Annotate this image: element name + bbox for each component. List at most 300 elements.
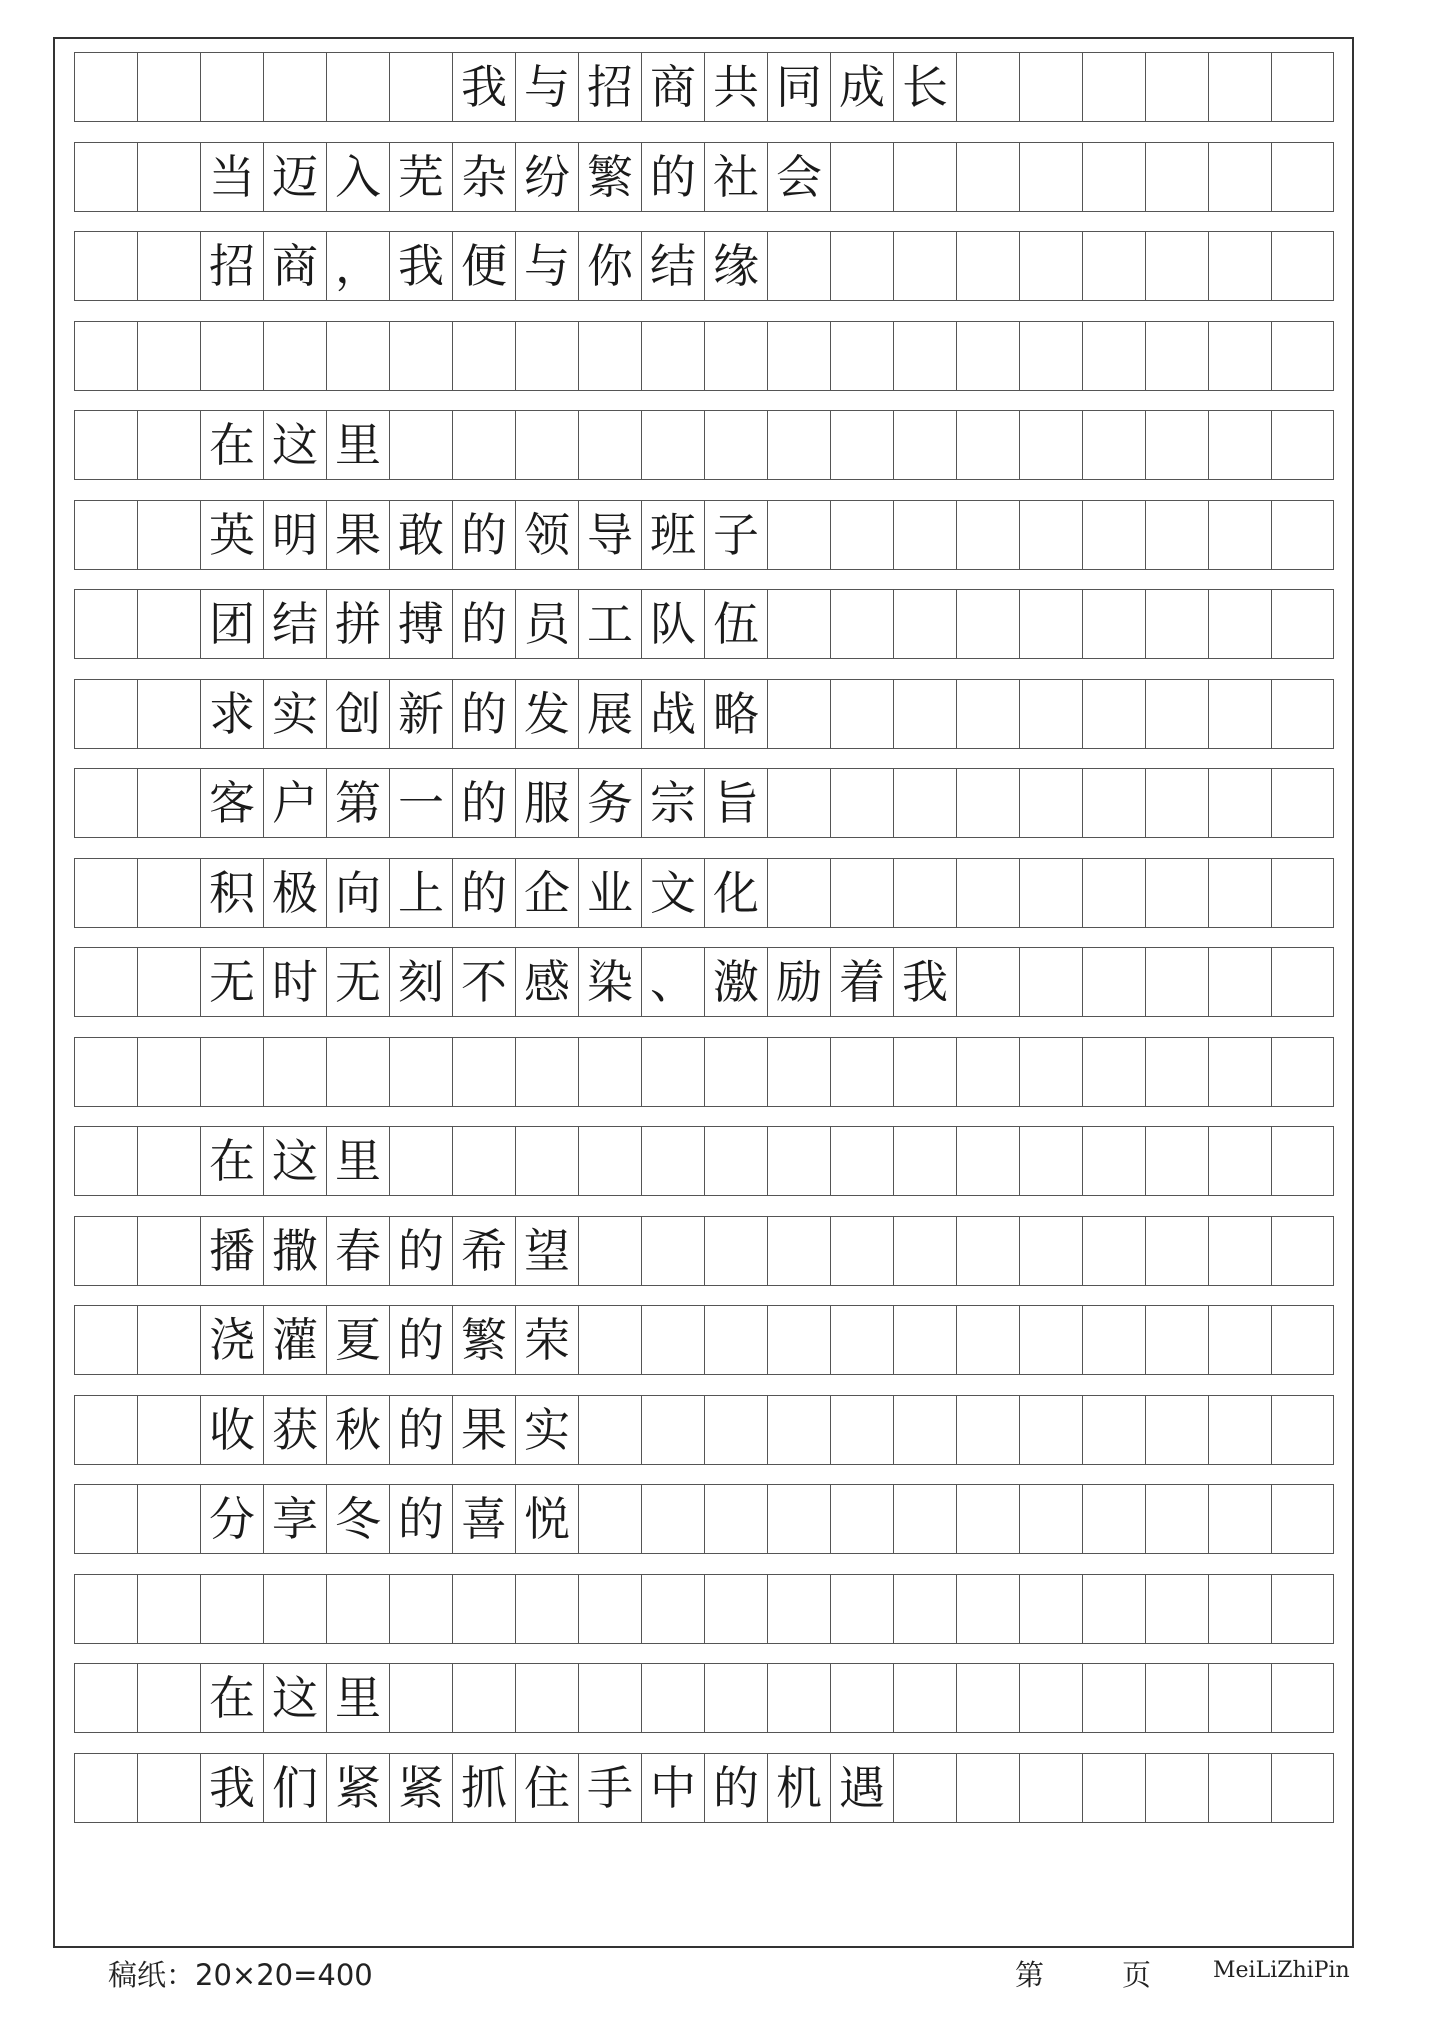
grid-cell: 拼 (326, 590, 389, 658)
grid-cell (893, 1217, 956, 1285)
grid-cell (1019, 411, 1082, 479)
grid-cell: 不 (452, 948, 515, 1016)
grid-cell: 会 (767, 143, 830, 211)
grid-cell (137, 590, 200, 658)
grid-cell (1208, 53, 1271, 121)
grid-cell: 分 (200, 1485, 263, 1553)
grid-cell (326, 322, 389, 390)
grid-cell (1082, 1664, 1145, 1732)
grid-cell (1082, 948, 1145, 1016)
grid-cell (830, 232, 893, 300)
grid-cell (1082, 232, 1145, 300)
grid-cell (641, 1396, 704, 1464)
grid-cell: 我 (200, 1754, 263, 1822)
grid-row (74, 1574, 1334, 1644)
grid-cell (893, 1038, 956, 1106)
grid-cell (1019, 501, 1082, 569)
grid-cell (578, 1664, 641, 1732)
grid-cell: 撒 (263, 1217, 326, 1285)
grid-cell (1019, 1217, 1082, 1285)
grid-cell (767, 501, 830, 569)
grid-cell (704, 1038, 767, 1106)
grid-cell (1208, 859, 1271, 927)
grid-cell (704, 1217, 767, 1285)
grid-cell (641, 1664, 704, 1732)
grid-cell (830, 143, 893, 211)
grid-cell (1208, 948, 1271, 1016)
grid-cell (137, 1217, 200, 1285)
grid-cell (263, 1575, 326, 1643)
grid-cell (1145, 1485, 1208, 1553)
grid-cell: 子 (704, 501, 767, 569)
grid-cell (1145, 501, 1208, 569)
grid-row (74, 1305, 1334, 1375)
grid-cell: 长 (893, 53, 956, 121)
grid-cell: 我 (452, 53, 515, 121)
grid-cell: 享 (263, 1485, 326, 1553)
grid-cell (1082, 1127, 1145, 1195)
grid-row (74, 231, 1334, 301)
grid-cell: 极 (263, 859, 326, 927)
grid-cell (1019, 1575, 1082, 1643)
grid-cell (767, 322, 830, 390)
grid-cell (137, 1575, 200, 1643)
grid-cell (1019, 590, 1082, 658)
grid-cell (767, 1396, 830, 1464)
grid-cell: 我 (893, 948, 956, 1016)
grid-cell (515, 1127, 578, 1195)
grid-cell: 文 (641, 859, 704, 927)
grid-cell: 们 (263, 1754, 326, 1822)
grid-cell: 的 (704, 1754, 767, 1822)
grid-cell (578, 1575, 641, 1643)
grid-cell: 播 (200, 1217, 263, 1285)
grid-cell (893, 859, 956, 927)
grid-cell (74, 501, 137, 569)
grid-cell (200, 1038, 263, 1106)
grid-cell (137, 680, 200, 748)
grid-row (74, 679, 1334, 749)
grid-cell (956, 859, 1019, 927)
grid-cell: 秋 (326, 1396, 389, 1464)
grid-cell (1208, 232, 1271, 300)
grid-cell: 刻 (389, 948, 452, 1016)
grid-cell (641, 1127, 704, 1195)
grid-cell: 的 (452, 501, 515, 569)
grid-cell: 化 (704, 859, 767, 927)
grid-cell: 务 (578, 769, 641, 837)
grid-cell (1145, 1127, 1208, 1195)
grid-cell: 便 (452, 232, 515, 300)
grid-cell: 我 (389, 232, 452, 300)
grid-cell (767, 1664, 830, 1732)
grid-cell (956, 501, 1019, 569)
grid-cell (1208, 1485, 1271, 1553)
grid-cell (956, 411, 1019, 479)
grid-cell (578, 1485, 641, 1553)
grid-cell: 旨 (704, 769, 767, 837)
grid-cell (137, 859, 200, 927)
grid-cell (1082, 590, 1145, 658)
grid-cell (1145, 143, 1208, 211)
grid-cell (389, 1575, 452, 1643)
grid-cell (830, 1306, 893, 1374)
grid-cell (830, 1127, 893, 1195)
grid-cell (893, 1306, 956, 1374)
grid-cell (1271, 1127, 1334, 1195)
grid-cell: 的 (452, 680, 515, 748)
grid-cell (74, 411, 137, 479)
grid-cell (452, 1127, 515, 1195)
grid-cell (956, 143, 1019, 211)
grid-cell (1271, 232, 1334, 300)
grid-cell (956, 1306, 1019, 1374)
grid-cell: 喜 (452, 1485, 515, 1553)
grid-cell (956, 590, 1019, 658)
grid-cell (578, 322, 641, 390)
grid-cell: 伍 (704, 590, 767, 658)
grid-cell: 发 (515, 680, 578, 748)
grid-cell (74, 769, 137, 837)
grid-cell (830, 322, 893, 390)
grid-cell (1019, 1306, 1082, 1374)
grid-cell (893, 769, 956, 837)
grid-cell (515, 1575, 578, 1643)
grid-cell (1019, 1038, 1082, 1106)
grid-cell: 着 (830, 948, 893, 1016)
grid-cell (767, 590, 830, 658)
grid-cell: 繁 (452, 1306, 515, 1374)
grid-cell (1271, 143, 1334, 211)
grid-cell: 搏 (389, 590, 452, 658)
grid-cell (452, 1575, 515, 1643)
grid-cell: 缘 (704, 232, 767, 300)
grid-cell (1082, 501, 1145, 569)
grid-cell: 客 (200, 769, 263, 837)
grid-cell: 这 (263, 1127, 326, 1195)
grid-cell (641, 1306, 704, 1374)
grid-cell: 遇 (830, 1754, 893, 1822)
grid-cell (1271, 53, 1334, 121)
grid-cell (893, 1575, 956, 1643)
grid-row (74, 1753, 1334, 1823)
grid-cell (893, 680, 956, 748)
grid-cell (1145, 948, 1208, 1016)
page-label-suffix: 页 (1122, 1958, 1152, 1992)
grid-cell (1145, 1306, 1208, 1374)
grid-cell: 染 (578, 948, 641, 1016)
grid-cell (767, 1575, 830, 1643)
grid-cell: 向 (326, 859, 389, 927)
grid-cell: 招 (200, 232, 263, 300)
grid-cell: 的 (389, 1217, 452, 1285)
grid-cell: 里 (326, 411, 389, 479)
grid-cell (1145, 769, 1208, 837)
grid-cell (389, 53, 452, 121)
grid-cell (137, 501, 200, 569)
grid-cell: 一 (389, 769, 452, 837)
grid-cell (200, 53, 263, 121)
grid-cell (515, 322, 578, 390)
grid-cell (1145, 590, 1208, 658)
grid-cell: 望 (515, 1217, 578, 1285)
grid-cell (1082, 1396, 1145, 1464)
grid-cell (830, 680, 893, 748)
grid-cell: 在 (200, 1127, 263, 1195)
grid-cell (137, 143, 200, 211)
grid-cell (389, 1038, 452, 1106)
grid-cell (1082, 769, 1145, 837)
grid-cell: 社 (704, 143, 767, 211)
grid-cell: 、 (641, 948, 704, 1016)
grid-row (74, 321, 1334, 391)
grid-cell (1271, 769, 1334, 837)
grid-cell (74, 1127, 137, 1195)
grid-row (74, 589, 1334, 659)
grid-cell (1271, 1217, 1334, 1285)
grid-cell: 的 (389, 1306, 452, 1374)
grid-cell: 上 (389, 859, 452, 927)
grid-cell (578, 1306, 641, 1374)
grid-cell (767, 1485, 830, 1553)
grid-cell (137, 1127, 200, 1195)
grid-cell: 的 (389, 1485, 452, 1553)
grid-cell (1208, 590, 1271, 658)
grid-cell (200, 322, 263, 390)
grid-cell (704, 1664, 767, 1732)
grid-cell: 宗 (641, 769, 704, 837)
grid-cell: 果 (326, 501, 389, 569)
grid-row (74, 1395, 1334, 1465)
grid-cell: 时 (263, 948, 326, 1016)
grid-cell (830, 1038, 893, 1106)
grid-cell (1082, 1306, 1145, 1374)
grid-cell (704, 1485, 767, 1553)
grid-cell: 入 (326, 143, 389, 211)
grid-cell (956, 322, 1019, 390)
grid-cell (1208, 769, 1271, 837)
grid-cell: 紧 (389, 1754, 452, 1822)
grid-cell: 求 (200, 680, 263, 748)
paper-spec-label: 稿纸：20×20=400 (108, 1958, 373, 1992)
brand-watermark: MeiLiZhiPin (1213, 1958, 1350, 1983)
page-label-prefix: 第 (1015, 1958, 1045, 1992)
grid-cell: 的 (389, 1396, 452, 1464)
grid-cell (1271, 1664, 1334, 1732)
grid-cell: 招 (578, 53, 641, 121)
grid-cell (1082, 1575, 1145, 1643)
grid-cell (452, 322, 515, 390)
grid-cell: 里 (326, 1664, 389, 1732)
grid-cell: 无 (200, 948, 263, 1016)
grid-cell: 的 (452, 769, 515, 837)
grid-cell (1271, 948, 1334, 1016)
grid-row (74, 500, 1334, 570)
grid-cell (137, 232, 200, 300)
grid-cell (1145, 1396, 1208, 1464)
grid-cell (74, 1575, 137, 1643)
grid-cell: 在 (200, 1664, 263, 1732)
grid-cell: 纷 (515, 143, 578, 211)
grid-cell (578, 1217, 641, 1285)
grid-cell: 英 (200, 501, 263, 569)
grid-cell (1082, 680, 1145, 748)
grid-cell: ， (326, 232, 389, 300)
grid-cell (767, 1217, 830, 1285)
grid-cell (452, 411, 515, 479)
grid-cell (1082, 1485, 1145, 1553)
grid-cell (1271, 590, 1334, 658)
grid-cell: 户 (263, 769, 326, 837)
grid-cell: 战 (641, 680, 704, 748)
grid-cell: 创 (326, 680, 389, 748)
grid-cell (1271, 322, 1334, 390)
grid-cell: 实 (263, 680, 326, 748)
grid-cell: 与 (515, 53, 578, 121)
grid-cell (830, 1217, 893, 1285)
grid-cell (1208, 1575, 1271, 1643)
grid-cell: 机 (767, 1754, 830, 1822)
grid-cell (137, 1306, 200, 1374)
grid-cell (137, 411, 200, 479)
grid-cell: 浇 (200, 1306, 263, 1374)
grid-cell: 希 (452, 1217, 515, 1285)
grid-cell (1145, 411, 1208, 479)
grid-cell (452, 1038, 515, 1106)
grid-cell (767, 769, 830, 837)
grid-cell (641, 1485, 704, 1553)
grid-cell (1019, 322, 1082, 390)
grid-cell (830, 1485, 893, 1553)
grid-cell: 这 (263, 1664, 326, 1732)
grid-cell (1019, 948, 1082, 1016)
grid-cell (137, 948, 200, 1016)
grid-cell (326, 1038, 389, 1106)
grid-cell (578, 1396, 641, 1464)
grid-cell (830, 1575, 893, 1643)
grid-cell: 成 (830, 53, 893, 121)
grid-cell (1145, 1754, 1208, 1822)
grid-cell: 企 (515, 859, 578, 927)
grid-cell (74, 1396, 137, 1464)
grid-cell (137, 1038, 200, 1106)
grid-cell (893, 143, 956, 211)
grid-cell (1082, 411, 1145, 479)
grid-cell (200, 1575, 263, 1643)
grid-row (74, 1484, 1334, 1554)
grid-cell: 明 (263, 501, 326, 569)
grid-cell (515, 1664, 578, 1732)
grid-cell (1271, 1485, 1334, 1553)
grid-cell (137, 1396, 200, 1464)
grid-cell: 展 (578, 680, 641, 748)
grid-cell (956, 1038, 1019, 1106)
grid-cell: 工 (578, 590, 641, 658)
grid-cell (893, 232, 956, 300)
grid-cell (1208, 1217, 1271, 1285)
grid-cell (1145, 232, 1208, 300)
grid-cell (1271, 1754, 1334, 1822)
grid-cell (74, 1485, 137, 1553)
grid-cell (893, 322, 956, 390)
grid-cell (1271, 1575, 1334, 1643)
grid-cell (1082, 859, 1145, 927)
grid-cell (1019, 53, 1082, 121)
grid-cell: 芜 (389, 143, 452, 211)
grid-row (74, 1126, 1334, 1196)
grid-cell: 同 (767, 53, 830, 121)
grid-cell: 夏 (326, 1306, 389, 1374)
grid-cell: 感 (515, 948, 578, 1016)
grid-cell (1145, 322, 1208, 390)
grid-cell (830, 1396, 893, 1464)
grid-cell (74, 232, 137, 300)
grid-row (74, 1037, 1334, 1107)
grid-cell: 迈 (263, 143, 326, 211)
grid-cell: 手 (578, 1754, 641, 1822)
grid-cell: 繁 (578, 143, 641, 211)
grid-cell: 第 (326, 769, 389, 837)
grid-cell: 里 (326, 1127, 389, 1195)
grid-cell: 略 (704, 680, 767, 748)
grid-cell (1019, 680, 1082, 748)
grid-cell (830, 411, 893, 479)
grid-cell (74, 590, 137, 658)
grid-cell: 励 (767, 948, 830, 1016)
grid-cell (704, 1127, 767, 1195)
grid-cell (137, 1485, 200, 1553)
grid-cell (956, 1575, 1019, 1643)
grid-cell: 员 (515, 590, 578, 658)
grid-cell: 悦 (515, 1485, 578, 1553)
grid-cell (1271, 1306, 1334, 1374)
grid-cell (1019, 769, 1082, 837)
grid-cell (1208, 1038, 1271, 1106)
grid-cell (1019, 1396, 1082, 1464)
grid-cell: 中 (641, 1754, 704, 1822)
grid-cell (263, 1038, 326, 1106)
grid-cell (641, 322, 704, 390)
grid-cell: 的 (452, 859, 515, 927)
grid-cell (1208, 1396, 1271, 1464)
grid-cell (893, 1127, 956, 1195)
grid-cell (137, 53, 200, 121)
grid-cell: 班 (641, 501, 704, 569)
grid-cell (1208, 143, 1271, 211)
grid-cell (74, 322, 137, 390)
grid-cell (893, 1485, 956, 1553)
grid-cell: 领 (515, 501, 578, 569)
grid-cell (1208, 1127, 1271, 1195)
grid-cell (956, 948, 1019, 1016)
grid-cell: 新 (389, 680, 452, 748)
grid-cell (1145, 680, 1208, 748)
grid-cell (1208, 680, 1271, 748)
grid-row (74, 858, 1334, 928)
manuscript-grid (74, 52, 1334, 1942)
grid-cell (704, 1396, 767, 1464)
grid-cell (452, 1664, 515, 1732)
grid-cell (263, 53, 326, 121)
grid-cell (1082, 1038, 1145, 1106)
grid-cell (137, 322, 200, 390)
grid-cell (956, 769, 1019, 837)
grid-cell (74, 948, 137, 1016)
grid-cell: 荣 (515, 1306, 578, 1374)
grid-cell: 敢 (389, 501, 452, 569)
grid-cell: 你 (578, 232, 641, 300)
grid-cell (1208, 1664, 1271, 1732)
